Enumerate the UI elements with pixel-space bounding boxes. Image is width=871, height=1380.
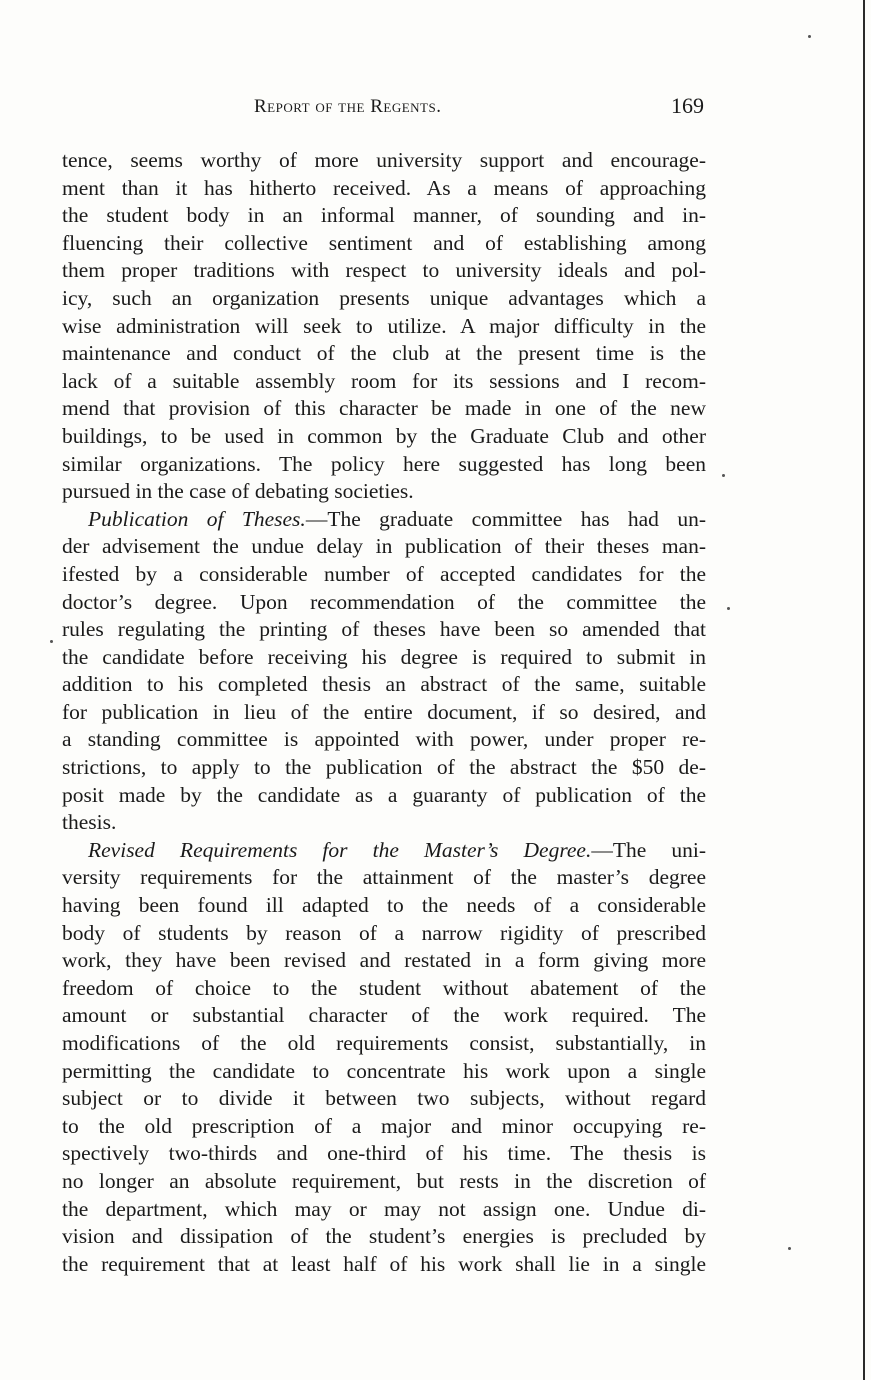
text-line: thesis. xyxy=(62,810,117,835)
text-line: for publication in lieu of the entire document, if so desired, and xyxy=(62,699,706,724)
text-line: buildings, to be used in common by the Graduate Club and other xyxy=(62,423,706,448)
text-line: spectively two-thirds and one-third of his time. The thesis is xyxy=(62,1141,706,1166)
text-line: amount or substantial character of the work required. The xyxy=(62,1003,706,1028)
scan-speck xyxy=(722,474,725,477)
text-line: ment than it has hitherto received. As a means of approaching xyxy=(62,175,706,200)
text-line: modifications of the old requirements consist, substantially, in xyxy=(62,1031,706,1055)
text-line: doctor’s degree. Upon recommendation of the committee the xyxy=(62,589,706,614)
text-line: addition to his completed thesis an abstract of the same, suitable xyxy=(62,672,706,697)
text-fragment: —The uni- xyxy=(591,837,706,862)
scan-speck xyxy=(788,1247,791,1250)
text-line: mend that provision of this character be made in one of the new xyxy=(62,396,706,421)
section-heading-publication-of-theses: Publication of Theses. xyxy=(88,506,306,531)
paragraph-first-line xyxy=(62,837,706,865)
text-line: the student body in an informal manner, of sounding and in- xyxy=(62,203,706,228)
text-line: subject or to divide it between two subjects, without regard xyxy=(62,1086,706,1111)
text-line: tence, seems worthy of more university support and encourage- xyxy=(62,148,706,172)
text-line: having been found ill adapted to the needs of a considerable xyxy=(62,893,706,918)
text-line: der advisement the undue delay in publication of their theses man- xyxy=(62,534,706,559)
scan-speck xyxy=(50,640,53,643)
scan-speck xyxy=(727,607,730,610)
text-line: body of students by reason of a narrow rigidity of prescribed xyxy=(62,920,706,945)
text-line: similar organizations. The policy here suggested has long been xyxy=(62,451,706,476)
text-line: lack of a suitable assembly room for its sessions and I recom- xyxy=(62,368,706,393)
text-line: strictions, to apply to the publication of the abstract the $50 de- xyxy=(62,755,706,780)
text-line: a standing committee is appointed with power, under proper re- xyxy=(62,727,706,752)
text-line: the candidate before receiving his degree is required to submit in xyxy=(62,644,706,669)
running-head: Report of the Regents. xyxy=(254,96,442,117)
text-line: to the old prescription of a major and minor occupying re- xyxy=(62,1113,706,1138)
text-line: vision and dissipation of the student’s energies is precluded by xyxy=(62,1224,706,1249)
scan-speck xyxy=(808,35,811,38)
text-fragment: —The graduate committee has had un- xyxy=(305,506,706,531)
page-header xyxy=(62,93,712,126)
text-line: permitting the candidate to concentrate his work upon a single xyxy=(62,1058,706,1083)
text-line: ifested by a considerable number of accepted candidates for the xyxy=(62,561,706,586)
text-line: the department, which may or may not assign one. Undue di- xyxy=(62,1196,706,1221)
text-line: rules regulating the printing of theses have been so amended that xyxy=(62,617,706,642)
paragraph-first-line xyxy=(62,506,706,534)
text-line: posit made by the candidate as a guaranty of publication of the xyxy=(62,782,706,807)
body-text xyxy=(62,147,706,1278)
section-heading-revised-requirements: Revised Requirements for the Master’s Degree. xyxy=(88,837,592,862)
text-line: freedom of choice to the student without abatement of the xyxy=(62,975,706,1000)
text-line: pursued in the case of debating societies. xyxy=(62,479,414,504)
text-line: fluencing their collective sentiment and of establishing among xyxy=(62,230,706,255)
text-line: them proper traditions with respect to university ideals and pol- xyxy=(62,258,706,283)
page-number: 169 xyxy=(671,93,704,118)
text-line: versity requirements for the attainment of the master’s degree xyxy=(62,865,706,890)
text-line: icy, such an organization presents unique advantages which a xyxy=(62,285,706,310)
text-line: maintenance and conduct of the club at the present time is the xyxy=(62,341,706,366)
text-line: work, they have been revised and restated in a form giving more xyxy=(62,948,706,973)
text-line: wise administration will seek to utilize. A major difficulty in the xyxy=(62,313,706,338)
text-line: the requirement that at least half of his work shall lie in a single xyxy=(62,1251,706,1276)
page-edge-line xyxy=(863,0,865,1380)
text-line: no longer an absolute requirement, but rests in the discretion of xyxy=(62,1168,706,1193)
